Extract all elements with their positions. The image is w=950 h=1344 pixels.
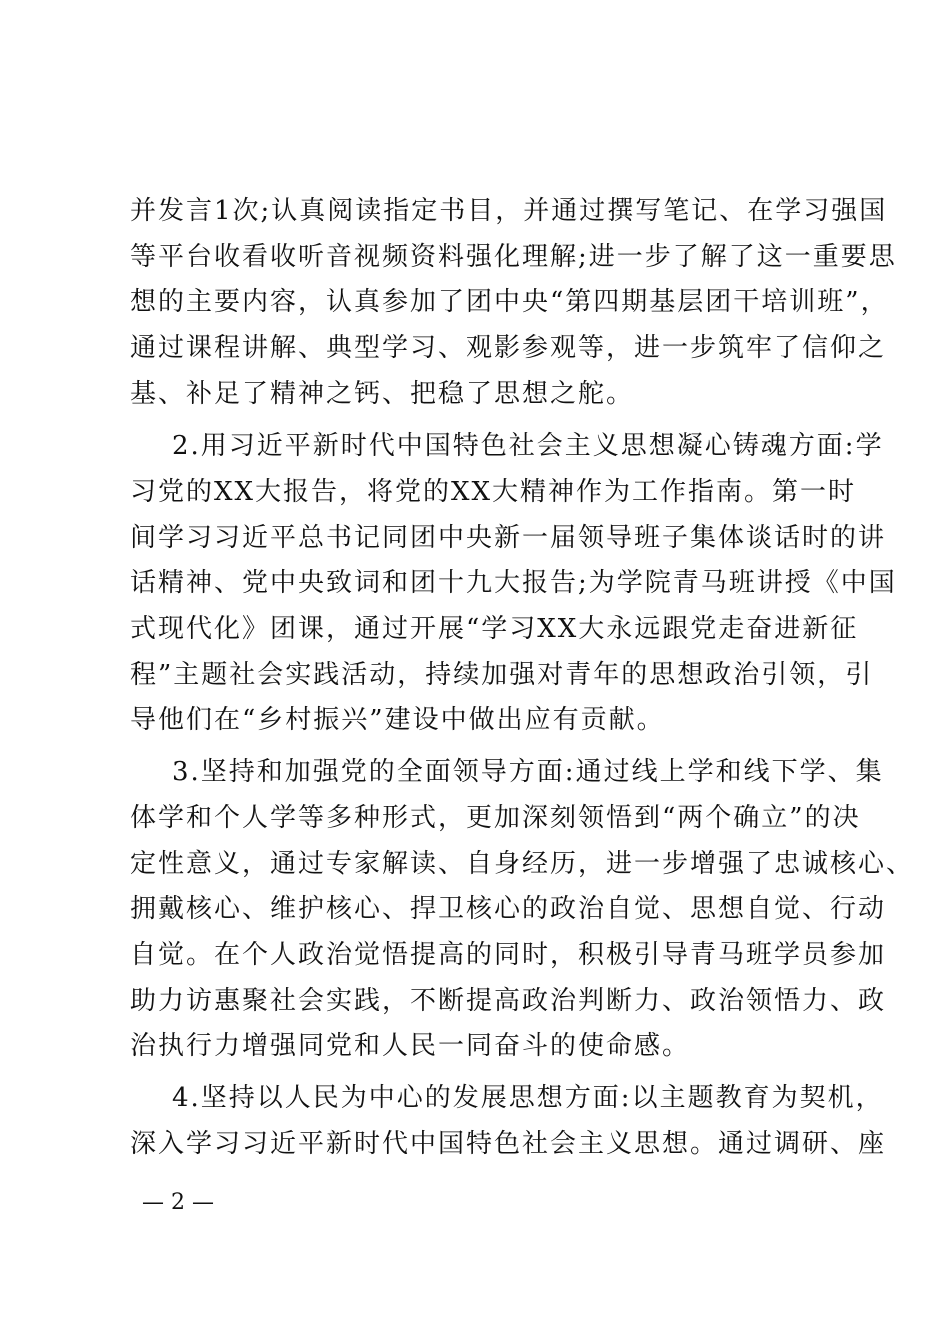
page-number: — 2 — (142, 1190, 214, 1215)
body-line: 程”主题社会实践活动，持续加强对青年的思想政治引领，引 (130, 660, 874, 690)
body-line: 拥戴核心、维护核心、捍卫核心的政治自觉、思想自觉、行动 (130, 894, 887, 924)
paragraph-3-heading-line: 3.坚持和加强党的全面领导方面:通过线上学和线下学、集 (172, 757, 884, 787)
body-line: 想的主要内容，认真参加了团中央“第四期基层团干培训班”， (130, 287, 889, 317)
body-line: 导他们在“乡村振兴”建设中做出应有贡献。 (130, 705, 665, 735)
body-line: 助力访惠聚社会实践，不断提高政治判断力、政治领悟力、政 (130, 986, 887, 1016)
body-line: 定性意义，通过专家解读、自身经历，进一步增强了忠诚核心、 (130, 849, 915, 879)
paragraph-4-heading-line: 4.坚持以人民为中心的发展思想方面:以主题教育为契机， (172, 1083, 884, 1113)
body-line: 习党的XX大报告，将党的XX大精神作为工作指南。第一时 (130, 477, 857, 507)
body-line: 基、补足了精神之钙、把稳了思想之舵。 (130, 379, 635, 409)
body-line: 通过课程讲解、典型学习、观影参观等，进一步筑牢了信仰之 (130, 333, 887, 363)
body-line: 自觉。在个人政治觉悟提高的同时，积极引导青马班学员参加 (130, 940, 887, 970)
body-line: 治执行力增强同党和人民一同奋斗的使命感。 (130, 1031, 691, 1061)
body-line: 深入学习习近平新时代中国特色社会主义思想。通过调研、座 (130, 1129, 887, 1159)
paragraph-2-heading-line: 2.用习近平新时代中国特色社会主义思想凝心铸魂方面:学 (172, 431, 884, 461)
body-line: 话精神、党中央致词和团十九大报告;为学院青马班讲授《中国 (130, 568, 897, 598)
body-line: 并发言1次;认真阅读指定书目，并通过撰写笔记、在学习强国 (130, 196, 888, 226)
body-line: 间学习习近平总书记同团中央新一届领导班子集体谈话时的讲 (130, 523, 887, 553)
body-line: 等平台收看收听音视频资料强化理解;进一步了解了这一重要思 (130, 242, 897, 272)
body-line: 式现代化》团课，通过开展“学习XX大永远跟党走奋进新征 (130, 614, 859, 644)
body-line: 体学和个人学等多种形式，更加深刻领悟到“两个确立”的决 (130, 803, 861, 833)
